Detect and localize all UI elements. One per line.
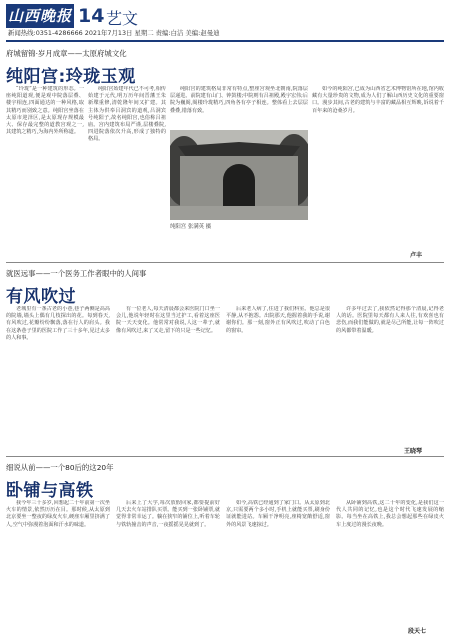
article-column: 纯阳宫的建筑格局非常有特点,整座宫观坐北朝南,院落层层递进。前院建有山门、钟鼓楼;中院则有吕祖殿,殿宇宏伟;后院为巍阁,阁楼玲珑精巧,四角各有亭子相连。整体看上去层层叠叠,错落有致。: [170, 86, 308, 114]
photo-caption: 纯阳宫 张满英 摄: [170, 224, 212, 230]
article-headline: 卧铺与高铁: [6, 481, 94, 501]
article-column: 如今的纯阳宫,已成为山西省艺术博物馆所在地,馆内收藏有大量珍贵的文物,成为人们了解山西历史文化的重要窗口。漫步其间,古老的建筑与丰富的藏品相互辉映,诉说着千百年来的沧桑岁月。: [312, 86, 444, 114]
article-column: 许多年过去了,我依然记得那个清晨,记得老人的话。医院里每天都有人来人往,有欢喜也有悲伤,而我们能做的,就是尽己所能,让每一阵吹过的风都带着温暖。: [336, 306, 444, 334]
page-number: 14: [78, 5, 105, 27]
article-column: “玲珑”是一种建筑的形态。一座纯阳道观,便是观中院落层叠、楼宇相连,四面通达的一种风格,取其精巧而别致之意。纯阳宫坐落在太原市迎泽区,是太原现存规模最大、保存最完整的道教宫观之一,其建筑之精巧,为海内外所称道。: [6, 86, 84, 136]
section-divider: [6, 262, 444, 263]
article-headline: 纯阳宫:玲珑玉观: [6, 67, 136, 87]
article-byline: 卢丰: [410, 252, 423, 259]
article-wopuyugaotie: [6, 462, 444, 501]
article-chunyanggong: [6, 48, 444, 87]
article-column: 后来上了大学,每次放假回家,都要提前好几天去火车站排队买票。能买到一张卧铺票,就觉得非常幸运了。躺在狭窄的铺位上,听着车轮与铁轨撞击的声音,一夜摇摇晃晃就到了。: [116, 500, 220, 528]
masthead: [6, 4, 444, 37]
newspaper-logo: 山西晚报: [6, 4, 74, 28]
article-byline: 段天七: [408, 628, 427, 635]
article-column: 如今,高铁已经通到了家门口。从太原到北京,只需要两个多小时,手机上就能买票,刷身份证就能进站。车厢干净明亮,座椅宽敞舒适,窗外的风景飞速掠过。: [226, 500, 330, 528]
temple-photo: [170, 130, 308, 220]
article-kicker: 府城留锦·岁月成章——太原府城文化: [6, 49, 127, 58]
section-divider: [6, 456, 444, 457]
article-kicker: 细说从前——一个80后的这20年: [6, 463, 114, 472]
article-column: 老城里有一条古老的小巷,巷子两侧是高高的院墙,墙头上偶有几枝探出的花。每到春天,有风吹过,花瓣纷纷飘落,落在行人的肩头。我在这条巷子里的医院工作了三十多年,见过太多的人和事。: [6, 306, 110, 341]
article-column: 纯阳宫始建年代已不可考,相传始建于元代,明万历年间晋藩王朱新堞重修,清乾隆年间又扩建。其主体为供奉吕洞宾的道观,吕洞宾号纯阳子,故名纯阳宫,也俗称吕祖庙。宫内建筑布局严谨,层楼叠院,四进院落依次升高,形成了独特的格局。: [88, 86, 166, 143]
section-name: 艺文: [106, 9, 139, 28]
article-kicker: 就医远事——一个医务工作者眼中的人间事: [6, 269, 147, 278]
article-byline: 王晓琴: [404, 448, 423, 455]
article-headline: 有风吹过: [6, 287, 76, 307]
article-youfengchuiguo: [6, 268, 444, 307]
article-column: 我今年三十多岁,回想起二十年前第一次坐火车的情景,依然历历在目。那时候,从太原到北京要坐一整夜的绿皮火车,硬座车厢里挤满了人,空气中弥漫着泡面和汗水的味道。: [6, 500, 110, 528]
issue-line: 新闻热线:0351-4286666 2021年7月13日 星期二 责编:白洁 美编:赵曼迪: [8, 29, 220, 37]
article-column: 从卧铺到高铁,这二十年的变化,是我们这一代人共同的记忆,也是这个时代飞速发展的缩影。每当坐在高铁上,我总会想起那些在绿皮火车上度过的漫长夜晚。: [336, 500, 444, 528]
top-rule: [6, 40, 444, 42]
article-column: 后来老人病了,住进了我们科室。他总是很平静,从不抱怨。出院那天,他握着我的手说,谢谢你们。那一刻,窗外正有风吹过,吹动了白色的窗帘。: [226, 306, 330, 334]
article-column: 有一位老人,每天清晨都会来医院门口坐一会儿,他说年轻时在这里当过护工,看着这座医院一天天变化。他常常对我说,人这一辈子,就像有风吹过,来了又走,留下的只是一些记忆。: [116, 306, 220, 334]
